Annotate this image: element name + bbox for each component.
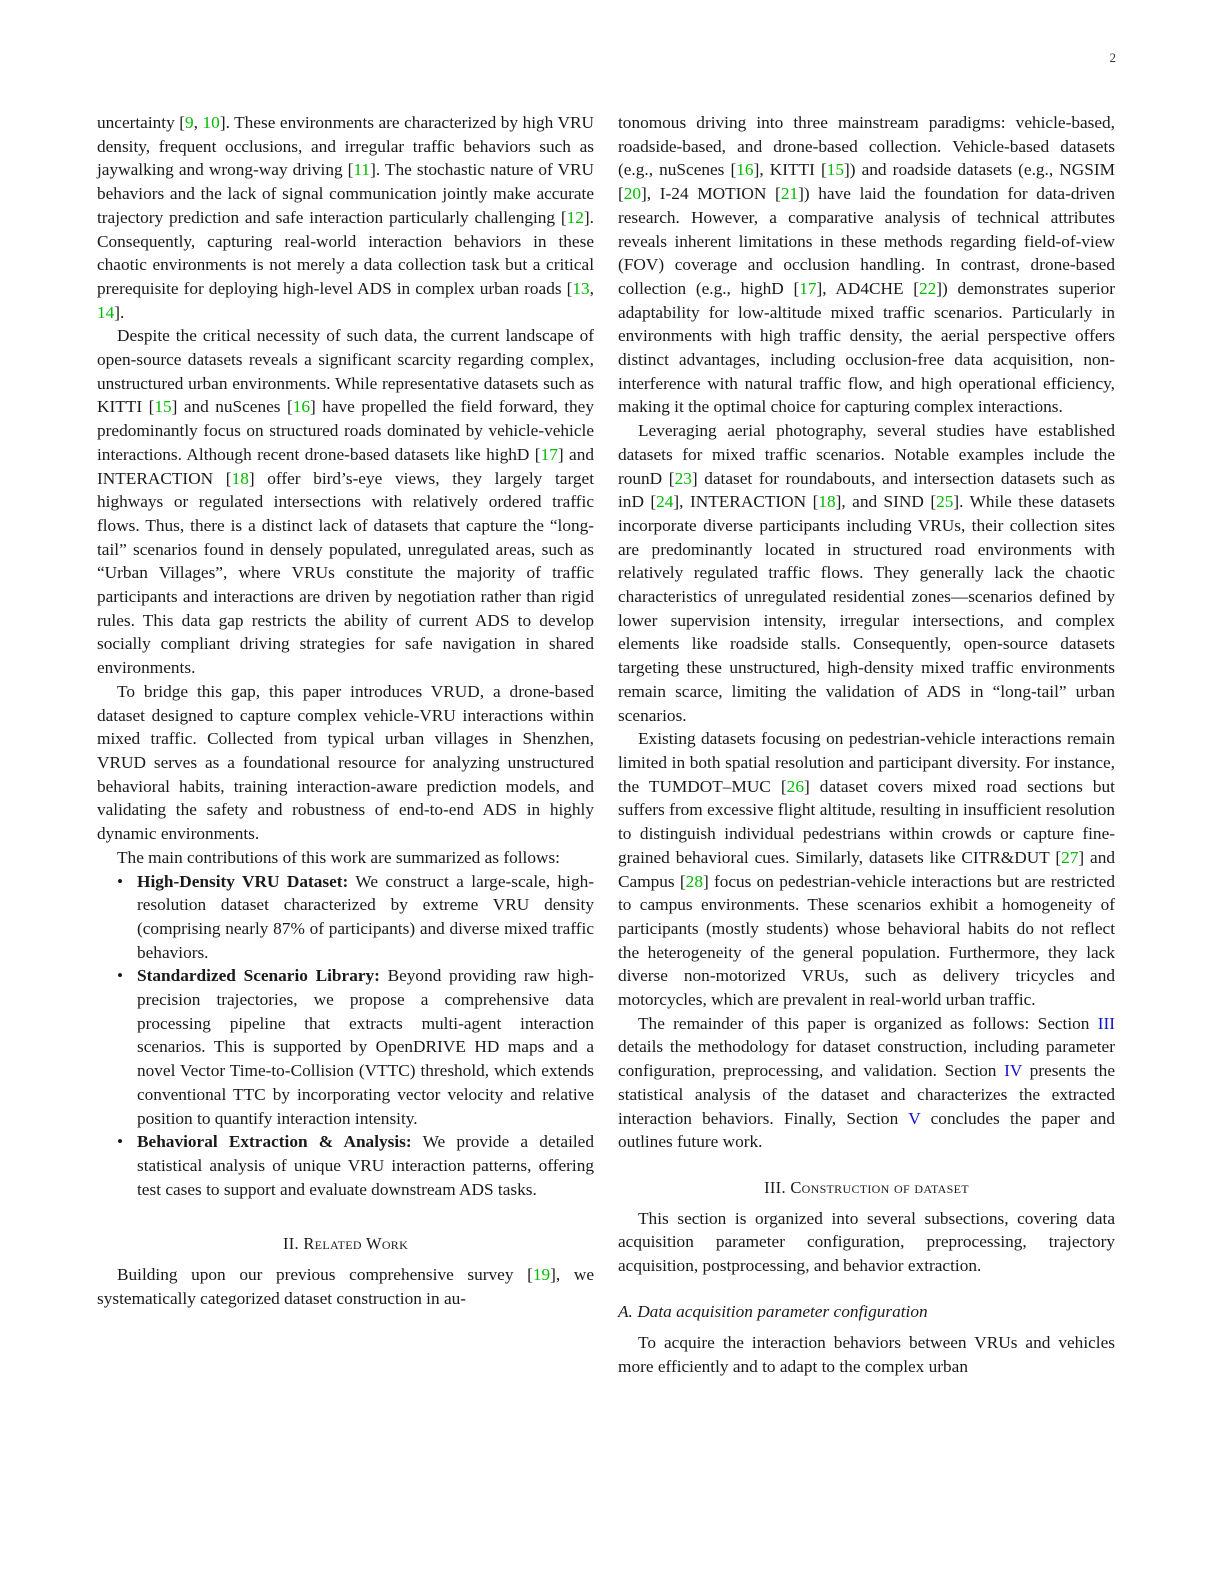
contribution-title: Behavioral Extraction & Analysis:	[137, 1132, 412, 1152]
paragraph-pedestrian-datasets: Existing datasets focusing on pedestrian-vehicle interactions remain limited in both spatial resolution and participant diversity. For instance, the TUMDOT–MUC [26] dataset covers mixed road sections but suffers from excessive flight altitude, resulting in insufficient resolution to distinguish individual pedestrians within crowds or capture fine-grained behavioral cues. Similarly, datasets like CITR&DUT [27] and Campus [28] focus on pedestrian-vehicle interactions but are restricted to campus environments. These scenarios exhibit a homogeneity of participants (mostly students) whose behavioral habits do not reflect the heterogeneity of the general population. Furthermore, they lack diverse non-motorized VRUs, such as delivery tricycles and motorcycles, which are prevalent in real-world urban traffic.	[618, 729, 1115, 1010]
citation-link[interactable]: 25	[936, 492, 954, 512]
citation-link[interactable]: 17	[540, 444, 558, 464]
citation-link[interactable]: 17	[799, 278, 817, 298]
list-item: • High-Density VRU Dataset: We construct a large-scale, high-resolution dataset characterized by extreme VRU density (comprising nearly 87% of participants) and diverse mixed traffic behaviors.	[137, 870, 594, 965]
citation-link[interactable]: 26	[786, 776, 804, 796]
citation-link[interactable]: 15	[154, 397, 172, 417]
section-link[interactable]: IV	[1004, 1061, 1022, 1081]
citation-link[interactable]: 10	[202, 113, 220, 132]
contribution-title: High-Density VRU Dataset:	[137, 871, 349, 891]
citation-link[interactable]: 20	[623, 184, 642, 204]
paragraph-aerial-datasets: Leveraging aerial photography, several studies have established datasets for mixed traffic scenarios. Notable examples include the rounD [23] dataset for roundabouts, and intersection datasets such as inD [24], INTERACTION [18], and SIND [25]. While these datasets incorporate diverse participants including VRUs, their collection sites are predominantly located in structured road environments with relatively regulated traffic flows. They generally lack the chaotic characteristics of unregulated residential zones—scenarios defined by lower supervision intensity, irregular intersections, and complex elements like roadside stalls. Consequently, open-source datasets targeting these unstructured, high-density mixed traffic environments remain scarce, limiting the validation of ADS in “long-tail” urban scenarios.	[618, 421, 1115, 725]
left-column	[97, 111, 594, 1310]
paragraph-paper-organization: The remainder of this paper is organized as follows: Section III details the methodology for dataset construction, including parameter configuration, preprocessing, and validation. Section IV presents the statistical analysis of the dataset and characterizes the extracted interaction behaviors. Finally, Section V concludes the paper and outlines future work.	[618, 1013, 1115, 1152]
right-column	[618, 111, 1115, 1379]
citation-link[interactable]: 23	[674, 468, 692, 488]
list-item: • Behavioral Extraction & Analysis: We provide a detailed statistical analysis of unique VRU interaction patterns, offering test cases to support and evaluate downstream ADS tasks.	[137, 1130, 594, 1201]
citation-link[interactable]: 14	[97, 302, 115, 322]
subsection-heading: A. Data acquisition parameter configuration	[618, 1301, 928, 1321]
section-link[interactable]: V	[908, 1108, 921, 1128]
citation-link[interactable]: 13	[572, 278, 590, 298]
citation-link[interactable]: 12	[566, 207, 584, 227]
contribution-title: Standardized Scenario Library:	[137, 966, 380, 986]
citation-link[interactable]: 22	[918, 278, 937, 298]
paragraph-contributions-lead: The main contributions of this work are summarized as follows:	[117, 847, 560, 867]
paragraph-related-work: Building upon our previous comprehensive survey [19], we systematically categorized dataset construction in au-	[97, 1265, 595, 1308]
citation-link[interactable]: 19	[532, 1265, 551, 1285]
paragraph-paradigms: tonomous driving into three mainstream paradigms: vehicle-based, roadside-based, and drone-based collection. Vehicle-based datasets (e.g., nuScenes [16], KITTI [15]) and roadside datasets (e.g., NGSIM [20], I-24 MOTION [21]) have laid the foundation for data-driven research. However, a comparative analysis of technical attributes reveals inherent limitations in these methods regarding field-of-view (FOV) coverage and occlusion handling. In contrast, drone-based collection (e.g., highD [17], AD4CHE [22]) demonstrates superior adaptability for low-altitude mixed traffic scenarios. Particularly in environments with high traffic density, the aerial perspective offers distinct advantages, including occlusion-free data acquisition, non-interference with natural traffic flow, and high operational efficiency, making it the optimal choice for capturing complex interactions.	[618, 113, 1115, 417]
section-link[interactable]: III	[1097, 1013, 1115, 1033]
list-item: • Standardized Scenario Library: Beyond providing raw high-precision trajectories, we propose a comprehensive data processing pipeline that extracts multi-agent interaction scenarios. This is supported by OpenDRIVE HD maps and a novel Vector Time-to-Collision (VTTC) threshold, which extends conventional TTC by incorporating vector velocity and relative position to quantify interaction intensity.	[137, 964, 594, 1130]
paragraph-vrud-intro: To bridge this gap, this paper introduces VRUD, a drone-based dataset designed to capture complex vehicle-VRU interactions within mixed traffic. Collected from typical urban villages in Shenzhen, VRUD serves as a foundational resource for analyzing unstructured behavioral habits, training interaction-aware prediction models, and validating the safety and robustness of end-to-end ADS in highly dynamic environments.	[97, 681, 594, 844]
page-number: 2	[1109, 50, 1116, 65]
paragraph-section-overview: This section is organized into several subsections, covering data acquisition parameter configuration, preprocessing, trajectory acquisition, postprocessing, and behavior extraction.	[618, 1208, 1115, 1276]
citation-link[interactable]: 21	[780, 184, 799, 204]
citation-link[interactable]: 18	[818, 492, 836, 512]
citation-link[interactable]: 18	[231, 468, 249, 488]
contributions-list	[97, 870, 594, 1202]
citation-link[interactable]: 16	[736, 160, 754, 180]
citation-link[interactable]: 15	[826, 160, 844, 180]
paragraph-acquisition: To acquire the interaction behaviors between VRUs and vehicles more efficiently and to adapt to the complex urban	[618, 1333, 1115, 1377]
citation-link[interactable]: 24	[656, 492, 674, 512]
citation-link[interactable]: 11	[353, 160, 371, 180]
citation-link[interactable]: 28	[685, 871, 703, 891]
section-heading-related-work: II. Related Work	[282, 1234, 409, 1254]
paragraph-dataset-scarcity: Despite the critical necessity of such data, the current landscape of open-source datasets reveals a significant scarcity regarding complex, unstructured urban environments. While representative datasets such as KITTI [15] and nuScenes [16] have propelled the field forward, they predominantly focus on structured roads dominated by vehicle-vehicle interactions. Although recent drone-based datasets like highD [17] and INTERACTION [18] offer bird’s-eye views, they largely target highways or regulated intersections with relatively ordered traffic flows. Thus, there is a distinct lack of datasets that capture the “long-tail” scenarios found in densely populated, unregulated areas, such as “Urban Villages”, where VRUs constitute the majority of traffic participants and interactions are driven by negotiation rather than rigid rules. This data gap restricts the ability of current ADS to develop socially compliant driving strategies for safe navigation in shared environments.	[97, 326, 595, 678]
section-heading-construction: III. Construction of dataset	[764, 1177, 969, 1197]
paragraph-intro-continued: uncertainty [9, 10]. These environments are characterized by high VRU density, frequent occlusions, and irregular traffic behaviors such as jaywalking and wrong-way driving [11]. The stochastic nature of VRU behaviors and the lack of signal communication jointly make accurate trajectory prediction and safe interaction particularly challenging [12]. Consequently, capturing real-world interaction behaviors in these chaotic environments is not merely a data collection task but a critical prerequisite for deploying high-level ADS in complex urban roads [13, 14].	[97, 113, 595, 322]
citation-link[interactable]: 16	[292, 397, 311, 417]
citation-link[interactable]: 9	[185, 113, 194, 132]
citation-link[interactable]: 27	[1061, 847, 1079, 867]
